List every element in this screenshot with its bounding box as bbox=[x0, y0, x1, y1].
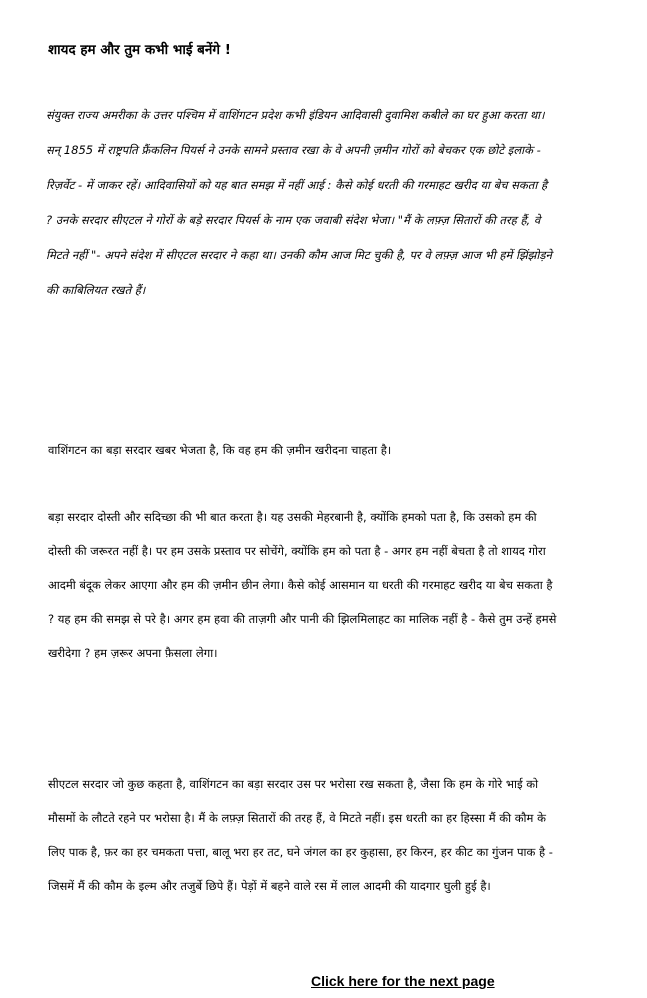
body-paragraph-1: वाशिंगटन का बड़ा सरदार खबर भेजता है, कि वह हम की ज़मीन खरीदना चाहता है। bbox=[48, 443, 392, 457]
intro-paragraph: संयुक्त राज्य अमरीका के उत्तर पश्चिम में वाशिंगटन प्रदेश कभी इंडियन आदिवासी दुवामिश कबीले का घर हुआ करता था। सन् 1855 में राष्ट्रपति फ्रैंकलिन पियर्स ने उनके सामने प्रस्ताव रखा के वे अपनी ज़मीन गोरों को बेचकर एक छोटे इलाके - रिज़र्वेट - में जाकर रहें। आदिवासियों को यह बात समझ में नहीं आई : कैसे कोई धरती की गरमाहट खरीद या बेच सकता है ? उनके सरदार सीएटल ने गोरों के बड़े सरदार पियर्स के नाम एक जवाबी संदेश भेजा। "मैं के लफ़्ज़ सितारों की तरह हैं, वे मिटते नहीं "- अपने संदेश में सीएटल सरदार ने कहा था। उनकी कौम आज मिट चुकी है, पर वे लफ़्ज़ आज भी हमें झिंझोड़ने की काबिलियत रखते हैं। bbox=[46, 108, 552, 297]
document-title: शायद हम और तुम कभी भाई बनेंगे ! bbox=[48, 42, 231, 58]
body-paragraph-3: सीएटल सरदार जो कुछ कहता है, वाशिंगटन का बड़ा सरदार उस पर भरोसा रख सकता है, जैसा कि हम के गोरे भाई को मौसमों के लौटते रहने पर भरोसा है। मैं के लफ़्ज़ सितारों की तरह हैं, वे मिटते नहीं। इस धरती का हर हिस्सा मैं की कौम के लिए पाक है, फ़र का हर चमकता पत्ता, बालू भरा हर तट, घने जंगल का हर कुहासा, हर किरन, हर कीट का गुंजन पाक है - जिसमें मैं की कौम के इल्म और तजुर्बे छिपे हैं। पेड़ों में बहने वाले रस में लाल आदमी की यादगार घुली हुई है। bbox=[48, 777, 553, 893]
body-paragraph-2: बड़ा सरदार दोस्ती और सदिच्छा की भी बात करता है। यह उसकी मेहरबानी है, क्योंकि हमको पता है, कि उसको हम की दोस्ती की जरूरत नहीं है। पर हम उसके प्रस्ताव पर सोचेंगे, क्योंकि हम को पता है - अगर हम नहीं बेचता है तो शायद गोरा आदमी बंदूक लेकर आएगा और हम की ज़मीन छीन लेगा। कैसे कोई आसमान या धरती की गरमाहट खरीद या बेच सकता है ? यह हम की समझ से परे है। अगर हम हवा की ताज़गी और पानी की झिलमिलाहट का मालिक नहीं है - कैसे तुम उन्हें हमसे खरीदेगा ? हम ज़रूर अपना फ़ैसला लेगा। bbox=[48, 510, 557, 660]
next-page-link[interactable]: Click here for the next page bbox=[311, 973, 495, 989]
